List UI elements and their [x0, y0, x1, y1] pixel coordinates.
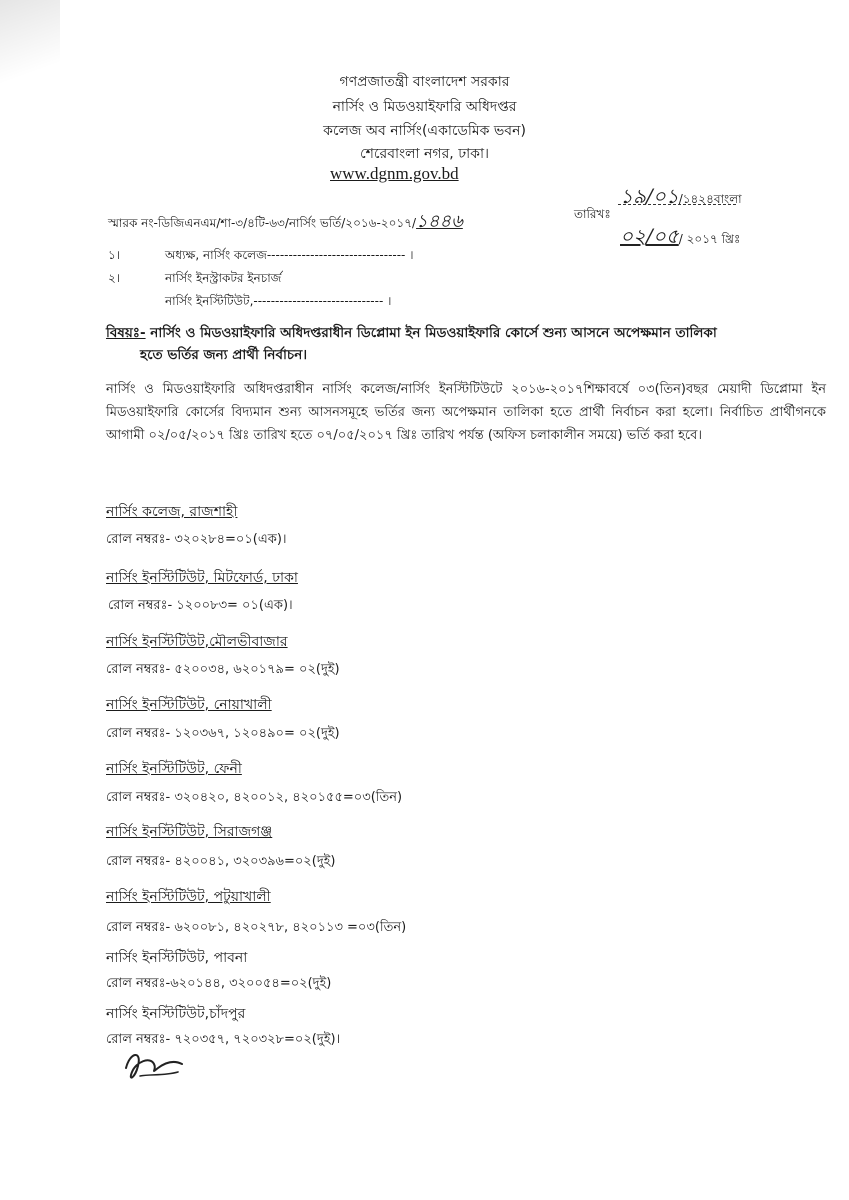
subject-line-1: নার্সিং ও মিডওয়াইফারি অধিদপ্তরাধীন ডিপ্লোমা ইন মিডওয়াইফারি কোর্সে শুন্য আসনে অপেক্ষমান তালিকা — [150, 325, 717, 341]
inst-rolls: রোল নম্বরঃ- ৫২০০৩৪, ৬২০১৭৯= ০২(দুই) — [106, 662, 340, 677]
date-bangla-suffix: /১৪২৪বাংলা — [678, 192, 742, 206]
recipient-2-num: ২। — [108, 271, 121, 285]
inst-name: নার্সিং ইনস্টিটিউট, মিটফোর্ড, ঢাকা — [106, 570, 298, 586]
date-greg-handwritten: ০২/০৫ — [620, 224, 679, 248]
inst-name: নার্সিং কলেজ, রাজশাহী — [106, 504, 238, 520]
signature-mark — [120, 1038, 190, 1088]
subject-block — [106, 322, 826, 366]
recipient-2-text: নার্সিং ইনস্ট্রাকটর ইনচার্জ — [165, 271, 282, 285]
inst-name: নার্সিং ইনস্টিটিউট, নোয়াখালী — [106, 697, 272, 713]
inst-rolls: রোল নম্বরঃ- ৬২০০৮১, ৪২০২৭৮, ৪২০১১৩ =০৩(তিন) — [106, 920, 407, 935]
body-paragraph: নার্সিং ও মিডওয়াইফারি অধিদপ্তরাধীন নার্সিং কলেজ/নার্সিং ইনস্টিটিউটে ২০১৬-২০১৭শিক্ষাবর্ষে ০৩(তিন)বছর মেয়াদী ডিপ্লোমা ইন মিডওয়াইফারি কোর্সের বিদ্যমান শুন্য আসনসমূহে ভর্তির জন্য অপেক্ষমান তালিকা হতে প্রার্থী নির্বাচন করা হলো। নির্বাচিত প্রার্থীগনকে আগামী ০২/০৫/২০১৭ খ্রিঃ তারিখ হতে ০৭/০৫/২০১৭ খ্রিঃ তারিখ পর্যন্ত (অফিস চলাকালীন সময়ে) ভর্তি করা হবে। — [106, 382, 826, 443]
inst-rolls: রোল নম্বরঃ- ১২০৩৬৭, ১২০৪৯০= ০২(দুই) — [106, 726, 340, 741]
inst-name: নার্সিং ইনস্টিটিউট, ফেনী — [106, 761, 242, 777]
date-bangla-handwritten: ১৯/০১ — [620, 184, 679, 208]
inst-rolls: রোল নম্বরঃ- ৩২০২৮৪=০১(এক)। — [106, 532, 287, 547]
inst-name: নার্সিং ইনস্টিটিউট, পটুয়াখালী — [106, 889, 271, 905]
date-divider — [618, 204, 736, 205]
header-govt: গণপ্রজাতন্ত্রী বাংলাদেশ সরকার — [339, 74, 510, 90]
header-location: শেরেবাংলা নগর, ঢাকা। — [359, 146, 490, 162]
inst-name: নার্সিং ইনস্টিটিউট, সিরাজগঞ্জ — [106, 824, 273, 840]
recipient-1-text: অধ্যক্ষ, নার্সিং কলেজ-------------------------------- । — [165, 248, 414, 262]
date-label: তারিখঃ — [574, 207, 611, 221]
recipient-1-num: ১। — [108, 248, 121, 262]
recipient-2-institute: নার্সিং ইনস্টিটিউট,------------------------------ । — [165, 294, 392, 308]
header-college: কলেজ অব নার্সিং(একাডেমিক ভবন) — [323, 123, 526, 139]
inst-name: নার্সিং ইনস্টিটিউট, পাবনা — [106, 950, 248, 966]
inst-rolls: রোল নম্বরঃ- ৩২০৪২০, ৪২০০১২, ৪২০১৫৫=০৩(তিন) — [106, 790, 403, 805]
website-link[interactable]: www.dgnm.gov.bd — [330, 164, 459, 183]
memo-reference — [108, 207, 463, 238]
inst-name: নার্সিং ইনস্টিটিউট,মৌলভীবাজার — [106, 634, 288, 650]
inst-rolls: রোল নম্বরঃ- ১২০০৮৩= ০১(এক)। — [108, 598, 293, 613]
subject-line-2: হতে ভর্তির জন্য প্রার্থী নির্বাচন। — [140, 347, 308, 363]
date-greg-suffix: / ২০১৭ খ্রিঃ — [678, 232, 741, 246]
inst-rolls: রোল নম্বরঃ- ৪২০০৪১, ৩২০৩৯৬=০২(দুই) — [106, 854, 336, 869]
subject-label: বিষয়ঃ- — [106, 325, 146, 341]
inst-rolls: রোল নম্বরঃ-৬২০১৪৪, ৩২০০৫৪=০২(দুই) — [106, 976, 332, 991]
memo-ref-number: ১৪৪৬ — [416, 211, 463, 232]
inst-name: নার্সিং ইনস্টিটিউট,চাঁদপুর — [106, 1006, 246, 1022]
date-gregorian — [620, 222, 740, 255]
inst-rolls: রোল নম্বরঃ- ৭২০৩৫৭, ৭২০৩২৮=০২(দুই)। — [106, 1032, 341, 1047]
memo-ref-prefix: স্মারক নং-ডিজিএনএম/শা-৩/৪টি-৬৩/নার্সিং ভর্তি/২০১৬-২০১৭/ — [108, 216, 417, 230]
date-bangla — [620, 182, 742, 215]
header-directorate: নার্সিং ও মিডওয়াইফারি অধিদপ্তর — [332, 99, 517, 115]
